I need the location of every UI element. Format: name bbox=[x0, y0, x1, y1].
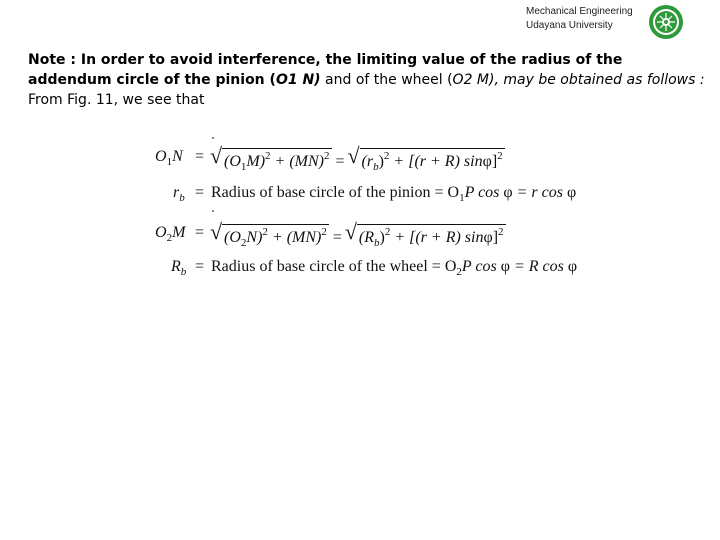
note-paragraph bbox=[28, 50, 708, 110]
department-label: Mechanical Engineering bbox=[526, 6, 633, 17]
equation-Rb bbox=[155, 258, 585, 286]
slide-header bbox=[526, 5, 633, 33]
equation-o2m bbox=[155, 224, 585, 252]
stray-dot bbox=[212, 210, 214, 212]
eq4-rhs: Radius of base circle of the wheel = $O_2P$ cos φ = R cos φ bbox=[211, 258, 578, 278]
eq3-lhs: $O_2M$ bbox=[155, 224, 186, 244]
note-text-bold: In order to avoid interference, the limiting value of the radius of the addendum circle of the pinion ( bbox=[28, 52, 623, 88]
eq2-rhs: Radius of base circle of the pinion = $O_1P$ cos φ = r cos φ bbox=[211, 184, 577, 204]
university-label: Udayana University bbox=[526, 20, 613, 31]
eq3-equals: = bbox=[195, 224, 205, 241]
eq2-lhs: $r_b$ bbox=[173, 184, 185, 204]
note-label: Note : bbox=[28, 52, 76, 68]
eq2-equals: = bbox=[195, 184, 205, 201]
note-o1n: O1 N) bbox=[275, 72, 321, 88]
eq1-equals: = bbox=[195, 148, 205, 165]
note-mid: and of the wheel ( bbox=[320, 72, 453, 88]
note-line3: From Fig. 11, we see that bbox=[28, 92, 205, 108]
stray-dot bbox=[212, 137, 214, 139]
eq1-rhs: √ $(O_1M)^2 + (MN)^2$ = √ $(r_b)^2 + [(r + R)$ sinφ]$^2$ bbox=[211, 148, 505, 173]
university-logo-icon bbox=[648, 4, 684, 40]
equation-rb bbox=[155, 184, 585, 212]
eq1-lhs: $O_1N$ bbox=[155, 148, 183, 168]
eq3-rhs: √ $(O_2N)^2 + (MN)^2$ = √ $(R_b)^2 + [(r + R)$ sinφ]$^2$ bbox=[211, 224, 506, 249]
eq4-lhs: $R_b$ bbox=[171, 258, 187, 278]
note-rest: O2 M), may be obtained as follows : bbox=[452, 72, 705, 88]
equation-o1n bbox=[155, 148, 585, 176]
eq4-equals: = bbox=[195, 258, 205, 275]
